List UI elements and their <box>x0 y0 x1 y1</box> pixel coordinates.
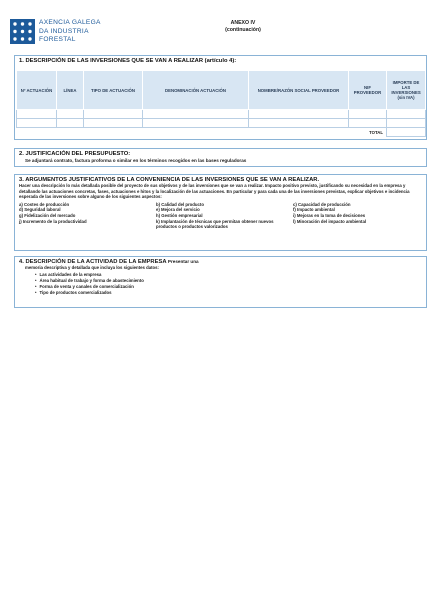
col-header: NOMBRE/RAZÓN SOCIAL PROVEEDOR <box>249 71 349 110</box>
table-cell[interactable] <box>249 119 349 128</box>
aspect-item: b) Calidad del producto <box>156 201 204 207</box>
section-2-title: 2. JUSTIFICACIÓN DEL PRESUPUESTO: <box>19 151 131 157</box>
total-label: TOTAL <box>369 129 383 135</box>
annex-title: ANEXO IV <box>230 20 256 26</box>
logo-line: FORESTAL <box>39 36 76 43</box>
section-4-heading: 4. DESCRIPCIÓN DE LA ACTIVIDAD DE LA EMPRESA <box>19 259 167 265</box>
list-item: • Forma de venta y canales de comercialización <box>35 284 426 290</box>
aspect-item: d) Seguridad laboral <box>19 207 61 213</box>
aspect-item: l) Minoración del impacto ambiental <box>293 218 367 224</box>
table-cell[interactable] <box>17 110 57 119</box>
col-header: DENOMINACIÓN ACTUACIÓN <box>143 71 249 110</box>
total-label-cell <box>17 128 387 137</box>
aspect-item: h) Gestión empresarial <box>156 212 203 218</box>
section-3-text: Hacer una descripción lo más detallada posible del proyecto de sus objetivos y de las inversiones que se van a realizar. Impacto positivo previsto, justificando su necesidad en la empresa y detallando las actuaciones concretas, fases, actuaciones e hitos y la localización de las actuaciones. En particular y para cada una de las inversiones previstas, explicar objetivos e incidencia esperada de las inversiones sobre alguno de los siguientes aspectos: <box>19 183 410 200</box>
section-1-title: 1. DESCRIPCIÓN DE LAS INVERSIONES QUE SE VAN A REALIZAR (artículo 4): <box>19 58 237 64</box>
list-item: • Tipo de productos comercializados <box>35 290 426 296</box>
annex-subtitle: (continuación) <box>225 26 261 33</box>
section-company-activity <box>14 256 427 308</box>
list-item: • Área habitual de trabajo y forma de abastecimiento <box>35 278 426 284</box>
table-cell[interactable] <box>84 110 143 119</box>
col-header: IMPORTE DE LAS INVERSIONES (sin IVA) <box>387 71 426 110</box>
aspect-item: f) Impacto ambiental <box>293 207 335 213</box>
col-header: NIF PROVEEDOR <box>349 71 387 110</box>
section-budget-justification <box>14 148 427 167</box>
agency-logo <box>10 19 150 45</box>
aspect-item: c) Capacidad de producción <box>293 201 351 207</box>
investments-table <box>16 70 426 137</box>
aspect-item: i) Mejoras en la toma de decisiones <box>293 212 366 218</box>
logo-line: AXENCIA GALEGA <box>39 19 101 26</box>
aspect-item: g) Fidelización del mercado <box>19 212 76 218</box>
table-row[interactable] <box>17 110 426 119</box>
aspect-item: e) Mejora del servicio <box>156 207 200 213</box>
section-2-text: Se adjuntará contrato, factura proforma o similar en los términos recogidos en las bases reguladoras <box>25 158 247 163</box>
table-cell[interactable] <box>143 119 249 128</box>
table-cell[interactable] <box>17 119 57 128</box>
total-amount-cell[interactable] <box>387 128 426 137</box>
aspect-item: a) Costes de producción <box>19 201 70 207</box>
table-header-row <box>17 71 426 110</box>
aspect-item: j) Incremento de la productividad <box>19 218 87 224</box>
section-investments <box>14 55 427 140</box>
section-4-inline-text: Presentar una <box>167 259 199 264</box>
aspects-list <box>15 200 426 230</box>
col-header: Nº ACTUACIÓN <box>17 71 57 110</box>
table-cell[interactable] <box>349 119 387 128</box>
table-row[interactable] <box>17 119 426 128</box>
table-cell[interactable] <box>84 119 143 128</box>
section-4-intro: memoria descriptiva y detallada que incluya los siguientes datos: <box>25 265 159 270</box>
table-cell[interactable] <box>349 110 387 119</box>
table-cell[interactable] <box>387 119 426 128</box>
table-cell[interactable] <box>57 119 84 128</box>
col-header: TIPO DE ACTUACIÓN <box>84 71 143 110</box>
section-3-title: 3. ARGUMENTOS JUSTIFICATIVOS DE LA CONVENIENCIA DE LAS INVERSIONES QUE SE VAN A REALIZAR. <box>19 177 320 183</box>
list-item: • Las actividades de la empresa <box>35 272 426 278</box>
section-4-title <box>15 257 426 265</box>
table-cell[interactable] <box>249 110 349 119</box>
table-cell[interactable] <box>143 110 249 119</box>
aspect-item: k) Implantación de técnicas que permitan obtener nuevos productos o productos valorizados <box>156 218 274 230</box>
agency-emblem-icon <box>10 19 35 44</box>
agency-name <box>39 19 101 45</box>
table-cell[interactable] <box>387 110 426 119</box>
activity-data-list <box>15 272 426 296</box>
table-total-row <box>17 128 426 137</box>
annex-heading <box>212 20 274 33</box>
section-arguments <box>14 174 427 251</box>
logo-line: DA INDUSTRIA <box>39 27 89 35</box>
col-header: LÍNEA <box>57 71 84 110</box>
table-cell[interactable] <box>57 110 84 119</box>
